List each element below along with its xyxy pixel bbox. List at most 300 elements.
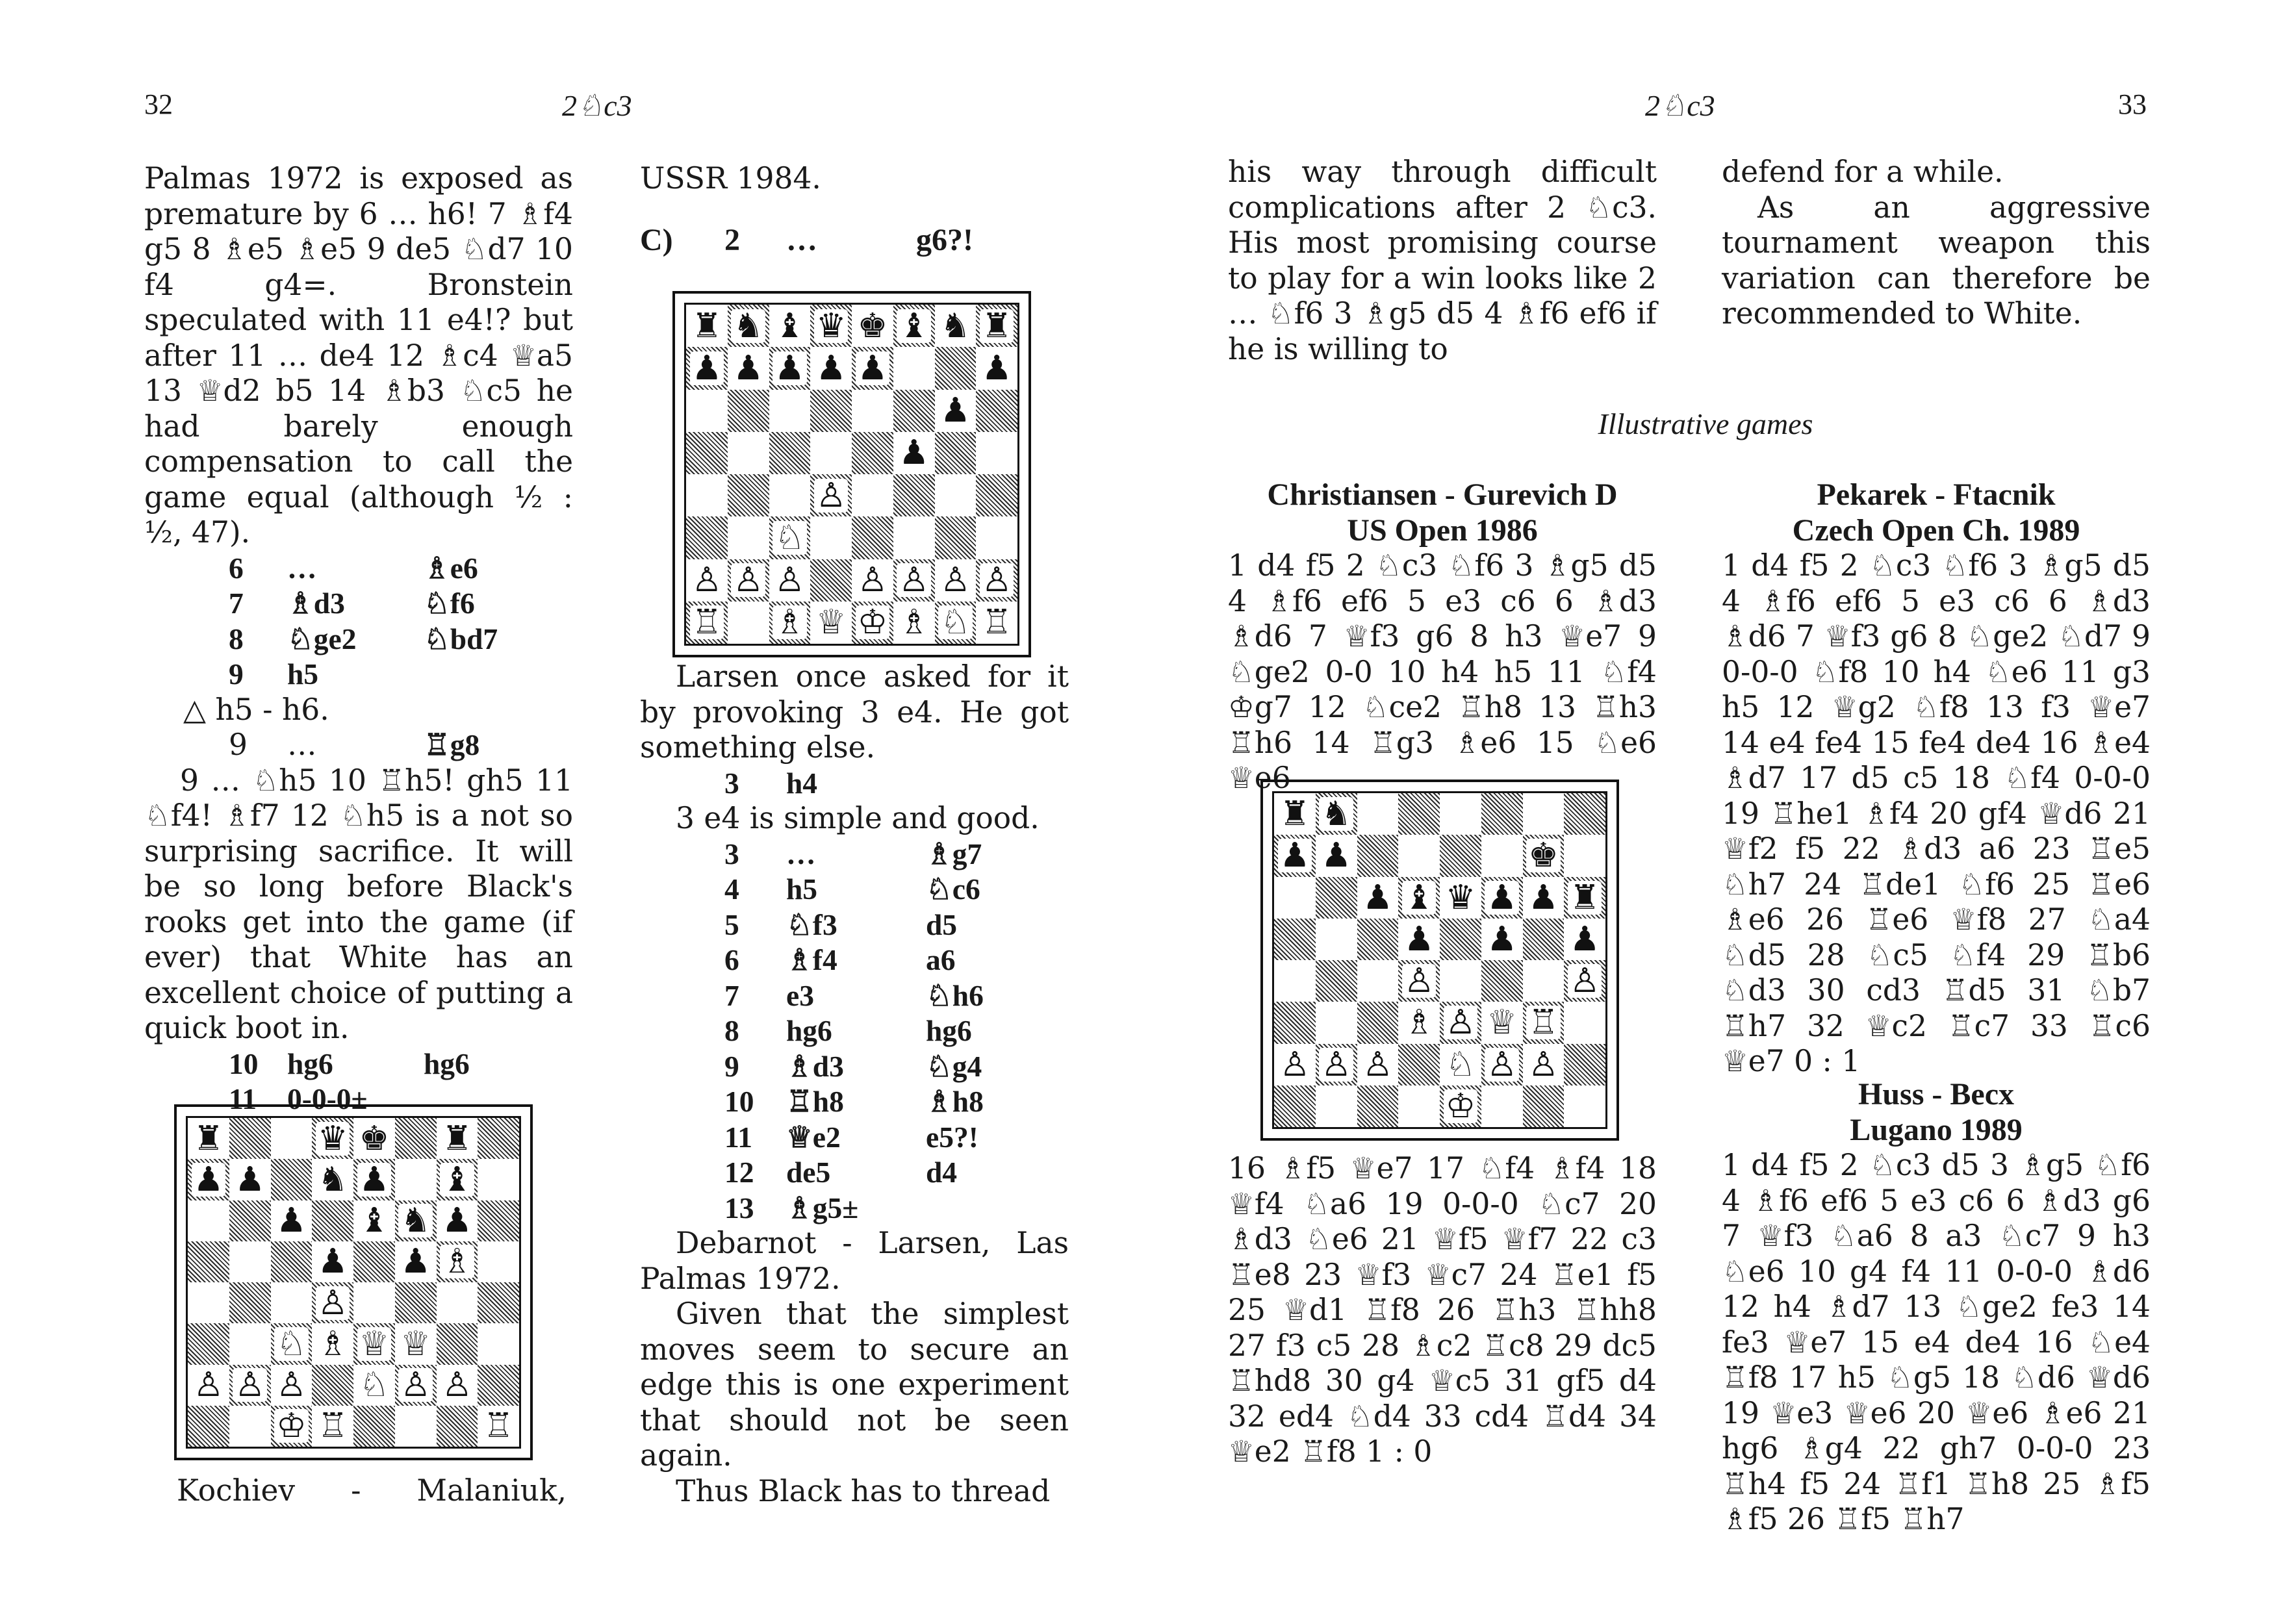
black-piece-icon: ♟ [1485, 922, 1519, 956]
move-number: 7 [724, 978, 739, 1012]
note: △ h5 - h6. [183, 692, 329, 727]
board-square [686, 432, 728, 474]
board-square [810, 602, 852, 644]
board-square [1523, 793, 1565, 835]
game-players: Pekarek - Ftacnik [1817, 477, 2056, 512]
board-square [1523, 1085, 1565, 1127]
board-square [271, 1365, 313, 1406]
white-piece-icon: ♘ [773, 521, 807, 555]
board-square [1440, 960, 1481, 1002]
move-row [724, 1120, 1069, 1156]
move-list [724, 837, 1069, 1226]
game-moves: 16 ♗f5 ♕e7 17 ♘f4 ♗f4 18 ♕f4 ♘a6 19 0-0-0 ♘c7 20 ♗d3 ♘e6 21 ♕f5 ♕f7 22 c3 ♖e8 23 ♕f3 ♕c7 24 ♖e1 f5 25 ♕d1 ♖f8 26 ♖h3 ♖hh8 27 f3 c5 28 ♗c2 ♖c8 29 dc5 ♖hd8 30 g4 ♕c5 31 gf5 d4 32 ed4 ♘d4 33 cd4 ♖d4 34 ♕e2 ♖f8 1 : 0 [1228, 1151, 1657, 1469]
board-square [1564, 793, 1605, 835]
board-square [1440, 835, 1481, 876]
board-square [271, 1241, 313, 1282]
board-square [728, 474, 769, 516]
game-players: Christiansen - Gurevich D [1267, 477, 1618, 512]
board-square [437, 1406, 478, 1447]
board-square [852, 559, 893, 602]
board-square [769, 432, 811, 474]
white-piece-icon: ♙ [1402, 964, 1437, 998]
board-square [893, 559, 935, 602]
board-square [935, 516, 977, 559]
board-square [976, 474, 1017, 516]
black-piece-icon: ♜ [440, 1122, 474, 1156]
black-piece-icon: ♟ [357, 1163, 392, 1197]
board-square [1564, 1002, 1605, 1043]
board-square [1481, 793, 1523, 835]
paragraph: 9 … ♘h5 10 ♖h5! gh5 11 ♘f4! ♗f7 12 ♘h5 is a not so surprising sacrifice. It will be so long before Black's rooks get into the game (if ever) that White has an excellent choice of putting a quick boot in. [144, 763, 573, 1045]
section-title: Illustrative games [1598, 407, 1813, 440]
board-square [353, 1241, 395, 1282]
caption-player-black: Malaniuk, [416, 1473, 567, 1508]
board-square [1316, 1002, 1357, 1043]
paragraph: Larsen once asked for it by provoking 3 e4. He got something else. [640, 659, 1069, 765]
board-square [353, 1200, 395, 1241]
board-square [1274, 1044, 1316, 1085]
board-square [728, 305, 769, 347]
board-square [271, 1159, 313, 1200]
board-square [1440, 793, 1481, 835]
board-square [769, 516, 811, 559]
board-square [893, 474, 935, 516]
black-move: ♘g4 [926, 1049, 982, 1083]
black-move: e5?! [926, 1120, 978, 1154]
white-piece-icon: ♔ [856, 605, 890, 639]
paragraph: his way through difficult complications after 2 ♘c3. His most promising course to play for a win looks like 2 … ♘f6 3 ♗g5 d5 4 ♗f6 ef6 if he is willing to [1228, 155, 1657, 366]
board-square [1564, 1044, 1605, 1085]
black-piece-icon: ♟ [274, 1204, 309, 1237]
running-head: 2♘c3 [1645, 89, 1715, 122]
board-square [395, 1241, 437, 1282]
board-square [229, 1241, 271, 1282]
board-square [478, 1282, 519, 1323]
board-square [976, 516, 1017, 559]
white-piece-icon: ♙ [1444, 1006, 1478, 1039]
move-row [724, 872, 1069, 907]
white-move: ♗g5± [786, 1191, 859, 1224]
board-square [852, 474, 893, 516]
move-number: 3 [724, 837, 739, 870]
board-square [478, 1365, 519, 1406]
board-square [893, 516, 935, 559]
board-square [935, 305, 977, 347]
page-number: 32 [144, 88, 173, 120]
move-row [229, 551, 573, 587]
white-piece-icon: ♕ [357, 1327, 392, 1361]
board-square [728, 602, 769, 644]
diagram-caption [177, 1473, 567, 1509]
board-square [229, 1159, 271, 1200]
black-piece-icon: ♝ [773, 309, 807, 343]
board-square [1274, 1085, 1316, 1127]
board-square [1440, 1085, 1481, 1127]
board-square [1398, 1044, 1440, 1085]
white-move: ♖h8 [786, 1085, 844, 1118]
black-piece-icon: ♞ [316, 1163, 350, 1197]
move-number: 4 [724, 872, 739, 906]
black-move: hg6 [926, 1014, 972, 1047]
board-square [478, 1406, 519, 1447]
board-square [437, 1118, 478, 1159]
note: 3 e4 is simple and good. [676, 801, 1040, 835]
white-piece-icon: ♙ [731, 563, 765, 597]
board-square [686, 390, 728, 432]
board-square [312, 1282, 353, 1323]
white-piece-icon: ♗ [1402, 1006, 1437, 1039]
board-square [312, 1118, 353, 1159]
board-square [478, 1159, 519, 1200]
white-piece-icon: ♗ [897, 605, 931, 639]
board-square [353, 1282, 395, 1323]
white-piece-icon: ♙ [897, 563, 931, 597]
white-move: ♗f4 [786, 943, 837, 976]
board-square [769, 305, 811, 347]
board-square [1316, 877, 1357, 919]
running-head: 2♘c3 [562, 89, 632, 122]
board-square [1357, 877, 1399, 919]
board-square [686, 474, 728, 516]
board-square [188, 1406, 229, 1447]
board-square [935, 602, 977, 644]
board-square [395, 1323, 437, 1364]
black-piece-icon: ♟ [856, 351, 890, 385]
paragraph: As an aggressive tournament weapon this variation can therefore be recommended to White. [1722, 190, 2151, 331]
white-move: h5 [786, 872, 818, 906]
move-number: 7 [229, 587, 244, 620]
left-column-2-lower [640, 659, 1069, 1509]
board-square [312, 1159, 353, 1200]
board-square [271, 1118, 313, 1159]
game-1 [1228, 477, 1657, 796]
move-number: 6 [724, 943, 739, 976]
white-move: … [786, 837, 816, 870]
black-move: a6 [926, 943, 956, 976]
white-move: ♗d3 [287, 587, 345, 620]
board-square [188, 1323, 229, 1364]
board-square [229, 1323, 271, 1364]
board-square [769, 559, 811, 602]
board-square [935, 347, 977, 389]
board-square [1357, 1044, 1399, 1085]
white-piece-icon: ♙ [1361, 1048, 1395, 1082]
board-square [229, 1406, 271, 1447]
board-square [976, 432, 1017, 474]
move-number: 3 [724, 766, 739, 800]
black-piece-icon: ♟ [1402, 922, 1437, 956]
black-piece-icon: ♜ [690, 309, 724, 343]
board-square [1481, 877, 1523, 919]
board-square [1357, 919, 1399, 960]
black-piece-icon: ♚ [1526, 839, 1561, 872]
board-square [1398, 1002, 1440, 1043]
move-row [724, 943, 1069, 978]
board-square [312, 1241, 353, 1282]
move-number: 5 [724, 907, 739, 941]
move-row [724, 1049, 1069, 1085]
board-square [1440, 877, 1481, 919]
board-square [188, 1282, 229, 1323]
black-piece-icon: ♚ [357, 1122, 392, 1156]
board-square [1564, 960, 1605, 1002]
paragraph: defend for a while. [1722, 155, 2004, 189]
black-piece-icon: ♞ [938, 309, 973, 343]
move-number: 9 [229, 657, 244, 691]
board-square [1357, 835, 1399, 876]
board-square [893, 347, 935, 389]
board-square [935, 390, 977, 432]
board-square [1481, 1085, 1523, 1127]
board-square [188, 1159, 229, 1200]
move-row [229, 586, 573, 622]
board-square [1274, 793, 1316, 835]
black-piece-icon: ♟ [233, 1163, 267, 1197]
black-piece-icon: ♟ [1361, 881, 1395, 915]
board-square [271, 1406, 313, 1447]
white-move: de5 [786, 1156, 831, 1189]
black-piece-icon: ♞ [1319, 797, 1353, 831]
board-square [1357, 793, 1399, 835]
board-square [1523, 1002, 1565, 1043]
white-piece-icon: ♔ [1444, 1089, 1478, 1123]
board-square [1564, 877, 1605, 919]
white-piece-icon: ♙ [690, 563, 724, 597]
board-square [1481, 835, 1523, 876]
move-row [724, 978, 1069, 1014]
black-piece-icon: ♟ [1319, 839, 1353, 872]
black-move: hg6 [424, 1047, 470, 1080]
white-piece-icon: ♖ [980, 605, 1014, 639]
board-square [1398, 835, 1440, 876]
caption-player-white: Kochiev [177, 1473, 296, 1508]
board-square [478, 1323, 519, 1364]
board-square [1523, 919, 1565, 960]
board-square [728, 347, 769, 389]
board-square [1481, 1002, 1523, 1043]
board-square [312, 1200, 353, 1241]
black-piece-icon: ♟ [690, 351, 724, 385]
board-square [1440, 919, 1481, 960]
game-players: Huss - Becx [1858, 1077, 2014, 1111]
board-square [769, 390, 811, 432]
board-square [1316, 835, 1357, 876]
board-square [1523, 1044, 1565, 1085]
move-number: 12 [724, 1156, 754, 1189]
move-number: 2 [724, 222, 740, 257]
white-piece-icon: ♙ [1319, 1048, 1353, 1082]
board-square [728, 390, 769, 432]
white-piece-icon: ♘ [1444, 1048, 1478, 1082]
white-piece-icon: ♖ [316, 1409, 350, 1443]
white-piece-icon: ♗ [773, 605, 807, 639]
left-column-1 [144, 161, 573, 1117]
black-piece-icon: ♟ [440, 1204, 474, 1237]
board-square [1316, 1044, 1357, 1085]
move-row [229, 622, 573, 657]
board-square [935, 474, 977, 516]
move-number: 13 [724, 1191, 754, 1224]
board-square [810, 305, 852, 347]
move-number: 9 [229, 728, 248, 762]
board-square [437, 1365, 478, 1406]
board-square [478, 1118, 519, 1159]
white-piece-icon: ♙ [938, 563, 973, 597]
black-piece-icon: ♛ [814, 309, 849, 343]
board-square [353, 1118, 395, 1159]
board-square [1523, 960, 1565, 1002]
white-piece-icon: ♙ [1568, 964, 1602, 998]
board-square [353, 1365, 395, 1406]
board-square [976, 390, 1017, 432]
board-square [852, 347, 893, 389]
white-piece-icon: ♘ [938, 605, 973, 639]
board-square [769, 602, 811, 644]
board-square [478, 1241, 519, 1282]
board-square [229, 1365, 271, 1406]
white-move: … [786, 222, 817, 257]
board-square [229, 1200, 271, 1241]
black-piece-icon: ♟ [938, 394, 973, 427]
move-row [724, 766, 1069, 802]
board-square [395, 1118, 437, 1159]
white-move: ♕e2 [786, 1120, 841, 1154]
move-row [724, 837, 1069, 872]
board-square [976, 559, 1017, 602]
board-square [353, 1159, 395, 1200]
board-square [1440, 1002, 1481, 1043]
board-square [893, 305, 935, 347]
board-square [271, 1282, 313, 1323]
board-square [188, 1365, 229, 1406]
board-square [1357, 1085, 1399, 1127]
board-square [852, 390, 893, 432]
board-square [437, 1200, 478, 1241]
white-move: … [287, 551, 317, 585]
white-move: ♘f3 [786, 907, 837, 941]
board-square [1316, 1085, 1357, 1127]
board-square [1398, 960, 1440, 1002]
white-piece-icon: ♙ [773, 563, 807, 597]
white-piece-icon: ♙ [980, 563, 1014, 597]
black-piece-icon: ♛ [316, 1122, 350, 1156]
black-piece-icon: ♟ [398, 1245, 433, 1278]
board-square [810, 516, 852, 559]
move-number: 10 [229, 1047, 259, 1080]
board-square [852, 602, 893, 644]
black-piece-icon: ♟ [980, 351, 1014, 385]
board-square [188, 1200, 229, 1241]
white-piece-icon: ♙ [1278, 1048, 1312, 1082]
board-square [229, 1282, 271, 1323]
board-square [1398, 793, 1440, 835]
black-move: ♗g7 [926, 837, 982, 870]
move-number: 6 [229, 551, 244, 585]
board-square [810, 474, 852, 516]
white-move: h5 [287, 657, 319, 691]
game-1-continued [1228, 1151, 1657, 1470]
caption-dash: - [351, 1473, 361, 1508]
board-square [1564, 919, 1605, 960]
black-move: ♘c6 [926, 872, 980, 906]
white-piece-icon: ♔ [274, 1409, 309, 1443]
board-square [1481, 960, 1523, 1002]
board-square [437, 1241, 478, 1282]
board-square [1316, 919, 1357, 960]
black-piece-icon: ♟ [897, 436, 931, 470]
white-piece-icon: ♙ [1526, 1048, 1561, 1082]
game-event: Lugano 1989 [1850, 1112, 2023, 1147]
game-3 [1722, 1077, 2151, 1538]
move-row [229, 728, 573, 763]
board-square [312, 1406, 353, 1447]
move-row [724, 1191, 1069, 1226]
black-piece-icon: ♜ [192, 1122, 226, 1156]
intro-column-1 [1228, 155, 1657, 367]
black-piece-icon: ♟ [1568, 922, 1602, 956]
right-page [1137, 0, 2274, 1624]
move-row [724, 907, 1069, 943]
board-square [437, 1323, 478, 1364]
section-heading [640, 223, 1069, 259]
board-square [810, 347, 852, 389]
black-piece-icon: ♟ [814, 351, 849, 385]
black-piece-icon: ♟ [192, 1163, 226, 1197]
board-square [1523, 835, 1565, 876]
game-moves: 1 d4 f5 2 ♘c3 ♘f6 3 ♗g5 d5 4 ♗f6 ef6 5 e3 c6 6 ♗d3 ♗d6 7 ♕f3 g6 8 h3 ♕e7 9 ♘ge2 0-0 10 h4 h5 11 ♘f4 ♔g7 12 ♘ce2 ♖h8 13 ♖h3 ♖h6 14 ♖g3 ♗e6 15 ♘e6 ♕e6 [1228, 548, 1657, 795]
board-square [935, 432, 977, 474]
board-square [686, 516, 728, 559]
black-piece-icon: ♛ [1444, 881, 1478, 915]
move-number: 11 [724, 1120, 752, 1154]
move-row [724, 1084, 1069, 1120]
board-square [1357, 960, 1399, 1002]
board-square [976, 602, 1017, 644]
board-square [1564, 835, 1605, 876]
board-square [188, 1118, 229, 1159]
move-number: 10 [724, 1085, 754, 1118]
game-event: Czech Open Ch. 1989 [1792, 513, 2080, 548]
board-square [976, 347, 1017, 389]
white-move: hg6 [287, 1047, 333, 1080]
move-number: 11 [229, 1082, 257, 1115]
white-move: 0-0-0± [287, 1082, 368, 1115]
board-square [1564, 1085, 1605, 1127]
paragraph: Thus Black has to thread [676, 1473, 1051, 1508]
board-square [769, 474, 811, 516]
board-square [437, 1282, 478, 1323]
black-piece-icon: ♚ [856, 309, 890, 343]
black-piece-icon: ♞ [731, 309, 765, 343]
chess-diagram [672, 291, 1031, 657]
white-piece-icon: ♖ [481, 1409, 516, 1443]
black-piece-icon: ♝ [440, 1163, 474, 1197]
black-move: ♘bd7 [424, 622, 498, 655]
move-number: 8 [724, 1014, 739, 1047]
black-move: g6?! [916, 222, 973, 257]
white-move: ♗d3 [786, 1049, 844, 1083]
board-square [893, 602, 935, 644]
board-square [1523, 877, 1565, 919]
board-square [1274, 919, 1316, 960]
board-square [1274, 835, 1316, 876]
move-list [229, 551, 573, 692]
move-row [724, 1155, 1069, 1191]
board-square [1481, 1044, 1523, 1085]
white-piece-icon: ♕ [1485, 1006, 1519, 1039]
white-move: e3 [786, 978, 814, 1012]
board-square [810, 390, 852, 432]
